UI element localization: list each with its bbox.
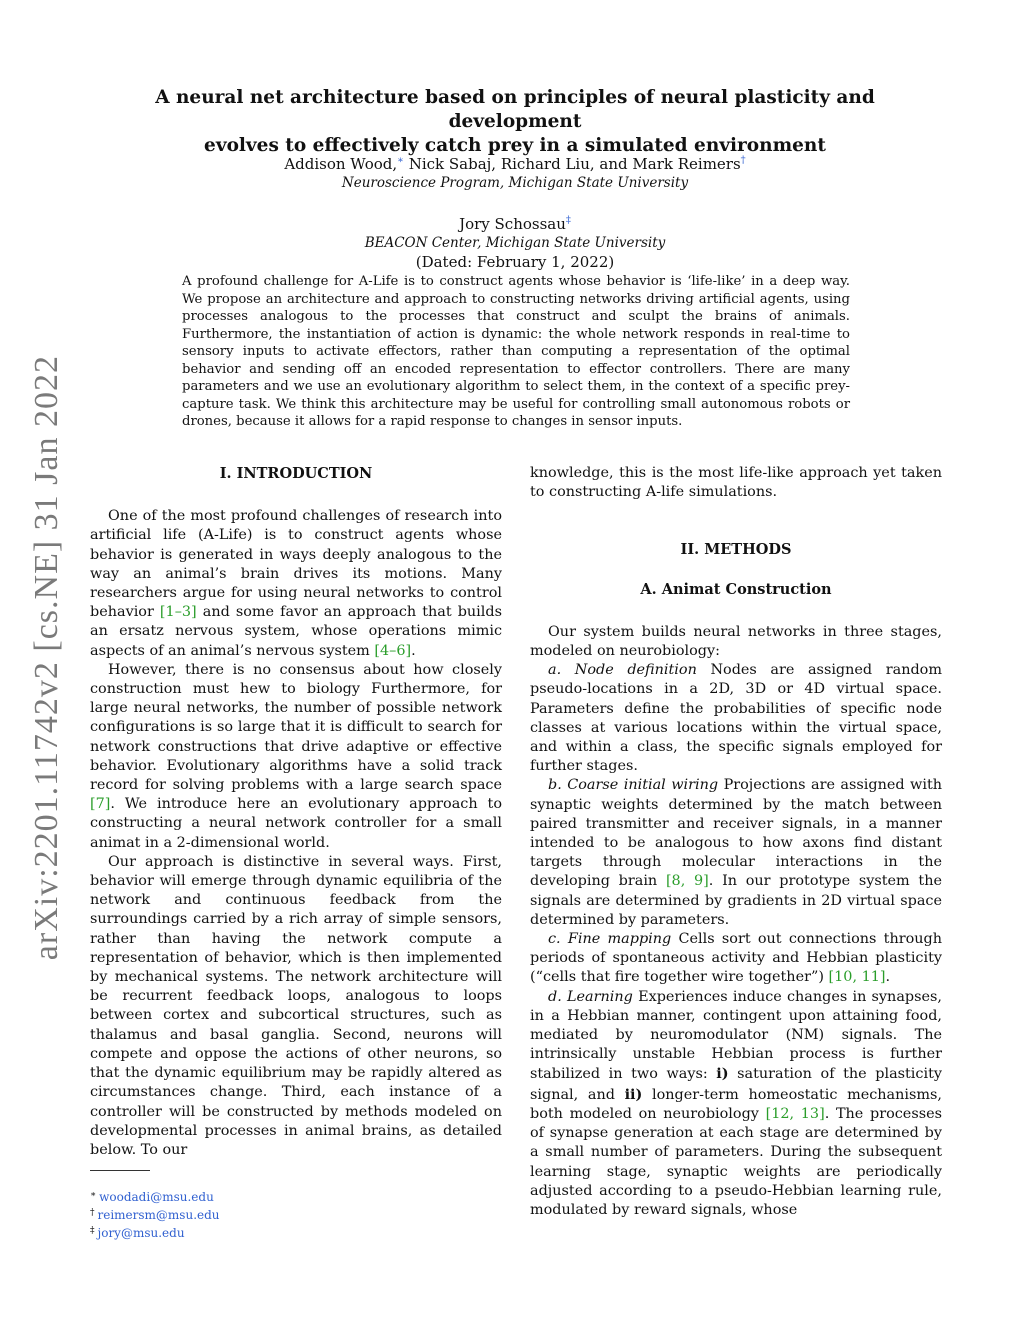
title-line-1: A neural net architecture based on principles of neural plasticity and development: [155, 87, 875, 132]
citation-link[interactable]: [7]: [90, 796, 111, 813]
footnote-1: ∗ woodadi@msu.edu: [90, 1190, 214, 1205]
title-line-2: evolves to effectively catch prey in a simulated environment: [204, 135, 826, 156]
methods-intro: Our system builds neural networks in three stages, modeled on neurobiology:: [530, 623, 942, 660]
citation-link[interactable]: [4–6]: [374, 642, 412, 659]
item-c: c. Fine mapping Cells sort out connections through periods of spontaneous activity and Hebbian plasticity (“cells that fire together wire together”) [10, 11].: [530, 931, 942, 986]
right-column: [530, 464, 942, 1220]
citation-link[interactable]: [1–3]: [159, 604, 197, 621]
methods-heading: II. METHODS: [680, 541, 792, 559]
author-line-2: [100, 211, 930, 234]
intro-paragraph-2: However, there is no consensus about how closely construction must hew to biology Furthermore, for large neural networks, the number of possible network configurations is so large that it is difficult to search for network constructions that drive adaptive or effective behavior. Evolutionary algorithms have a solid track record for solving problems with a large search space [7]. We introduce here an evolutionary approach to constructing a neural network controller for a small animat in a 2-dimensional world.: [90, 661, 502, 851]
author-schossau: Jory Schossau: [459, 215, 566, 233]
footnote-mark-1[interactable]: ∗: [397, 155, 404, 166]
subsection-heading: A. Animat Construction: [640, 580, 832, 598]
intro-heading: I. INTRODUCTION: [219, 465, 373, 482]
citation-link[interactable]: [10, 11]: [828, 969, 886, 986]
paper-title: [100, 86, 930, 158]
dated: (Dated: February 1, 2022): [415, 253, 615, 271]
intro-continuation: knowledge, this is the most life-like approach yet taken to constructing A-life simulations.: [530, 465, 942, 501]
item-b: b. Coarse initial wiring Projections are assigned with synaptic weights determined by the match between paired transmitter and receiver signals, in a manner intended to be analogous to how axons find distant targets through molecular interactions in the developing brain [8, 9]. In our prototype system the signals are determined by gradients in 2D virtual space determined by parameters.: [530, 777, 942, 928]
abstract: A profound challenge for A-Life is to construct agents whose behavior is ‘life-like’ in a deep way. We propose an architecture and approach to constructing networks driving artificial agents, using processes analogous to the processes that construct and sculpt the brains of animals. Furthermore, the instantiation of action is dynamic: the whole network responds in real-time to sensory inputs to activate effectors, rather than computing a representation of the optimal behavior and sending off an encoded representation to effector controllers. There are many parameters and we use an evolutionary algorithm to select them, in the context of a specific prey-capture task. We think this architecture may be useful for controlling small autonomous robots or drones, because it allows for a rapid response to changes in sensor inputs.: [182, 274, 850, 429]
email-link[interactable]: jory@msu.edu: [97, 1226, 185, 1241]
author-list: Nick Sabaj, Richard Liu, and Mark Reimers: [403, 155, 741, 173]
email-link[interactable]: woodadi@msu.edu: [99, 1190, 214, 1205]
footnote-mark-3[interactable]: ‡: [565, 215, 571, 226]
footnote-mark-2[interactable]: †: [740, 155, 746, 166]
left-column: [90, 464, 502, 1241]
intro-paragraph-1: One of the most profound challenges of research into artificial life (A-Life) is to construct agents whose behavior is generated in ways deeply analogous to the way an animal’s brain drives its motions. Many researchers argue for using neural networks to control behavior [1–3] and some favor an approach that builds an ersatz nervous system, whose operations mimic aspects of an animal’s nervous system [4–6].: [90, 508, 502, 659]
author-line-1: [100, 151, 930, 174]
affiliation-2: BEACON Center, Michigan State University: [364, 235, 666, 251]
item-d: d. Learning Experiences induce changes in synapses, in a Hebbian manner, contingent upon attaining food, mediated by neuromodulator (NM) signals. The intrinsically unstable Hebbian process is further stabilized in two ways: i) saturation of the plasticity signal, and ii) longer-term homeostatic mechanisms, both modeled on neurobiology [12, 13]. The processes of synapse generation at each stage are determined by a small number of parameters. During the subsequent learning stage, synaptic weights are periodically adjusted according to a pseudo-Hebbian learning rule, modulated by reward signals, whose: [530, 988, 943, 1218]
author-block: [100, 151, 930, 272]
intro-paragraph-3: Our approach is distinctive in several ways. First, behavior will emerge through dynamic equilibria of the network and continuous feedback from the surroundings carried by a rich array of simple sensors, rather than having the network compute a representation of behavior, which is then implemented by mechanical systems. The network architecture will be recurrent feedback loops, analogous to loops between cortex and subcortical structures, such as thalamus and basal ganglia. Second, neurons will compete and oppose the actions of other neurons, so that the dynamic equilibrium may be rapidly altered as circumstances change. Third, each instance of a controller will be constructed by methods modeled on developmental processes in animal brains, as detailed below. To our: [90, 853, 502, 1158]
author-wood: Addison Wood,: [284, 155, 398, 173]
footnote-3: ‡ jory@msu.edu: [90, 1226, 185, 1241]
citation-link[interactable]: [8, 9]: [665, 873, 709, 890]
footnote-2: † reimersm@msu.edu: [90, 1208, 220, 1223]
footnote-divider: [90, 1170, 150, 1171]
citation-link[interactable]: [12, 13]: [765, 1105, 825, 1122]
email-link[interactable]: reimersm@msu.edu: [97, 1208, 220, 1223]
arxiv-identifier: arXiv:2201.11742v2 [cs.NE] 31 Jan 2022: [28, 355, 65, 961]
item-a: a. Node definition Nodes are assigned random pseudo-locations in a 2D, 3D or 4D virtual space. Parameters define the probabilities of specific node classes at various locations within the virtual space, and within a class, the specific signals employed for further stages.: [530, 662, 942, 775]
affiliation-1: Neuroscience Program, Michigan State University: [341, 175, 689, 191]
